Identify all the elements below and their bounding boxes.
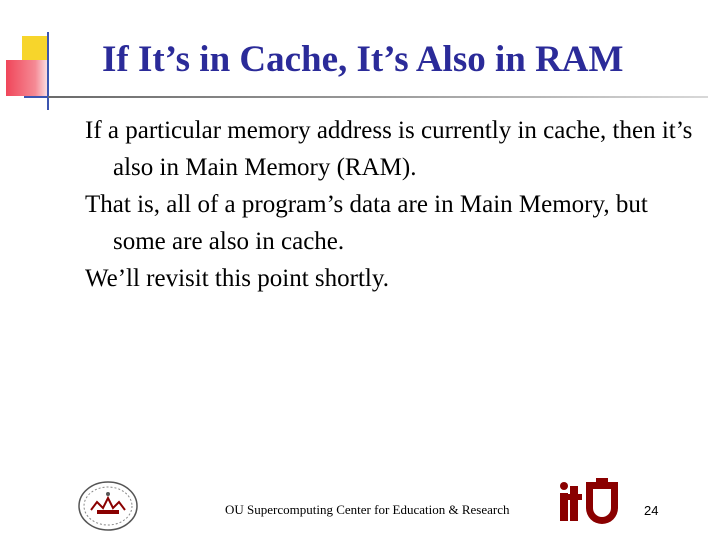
title-underline — [48, 96, 708, 98]
vertical-rule — [47, 32, 49, 110]
page-number: 24 — [644, 503, 659, 518]
bullet-item-2: That is, all of a program’s data are in Main Memory, but some are also in cache. — [85, 191, 648, 255]
bullet-list — [85, 112, 705, 297]
red-square — [6, 60, 48, 96]
footer-text: OU Supercomputing Center for Education & Research — [225, 502, 510, 517]
slide-title: If It’s in Cache, It’s Also in RAM — [102, 39, 624, 80]
seal-logo — [77, 480, 139, 537]
ou-it-logo — [556, 478, 622, 529]
bullet-item-1: If a particular memory address is currently in cache, then it’s also in Main Memory (RAM). — [85, 117, 693, 181]
decorative-corner-squares — [0, 0, 80, 110]
bullet-item-3: We’ll revisit this point shortly. — [85, 265, 389, 292]
